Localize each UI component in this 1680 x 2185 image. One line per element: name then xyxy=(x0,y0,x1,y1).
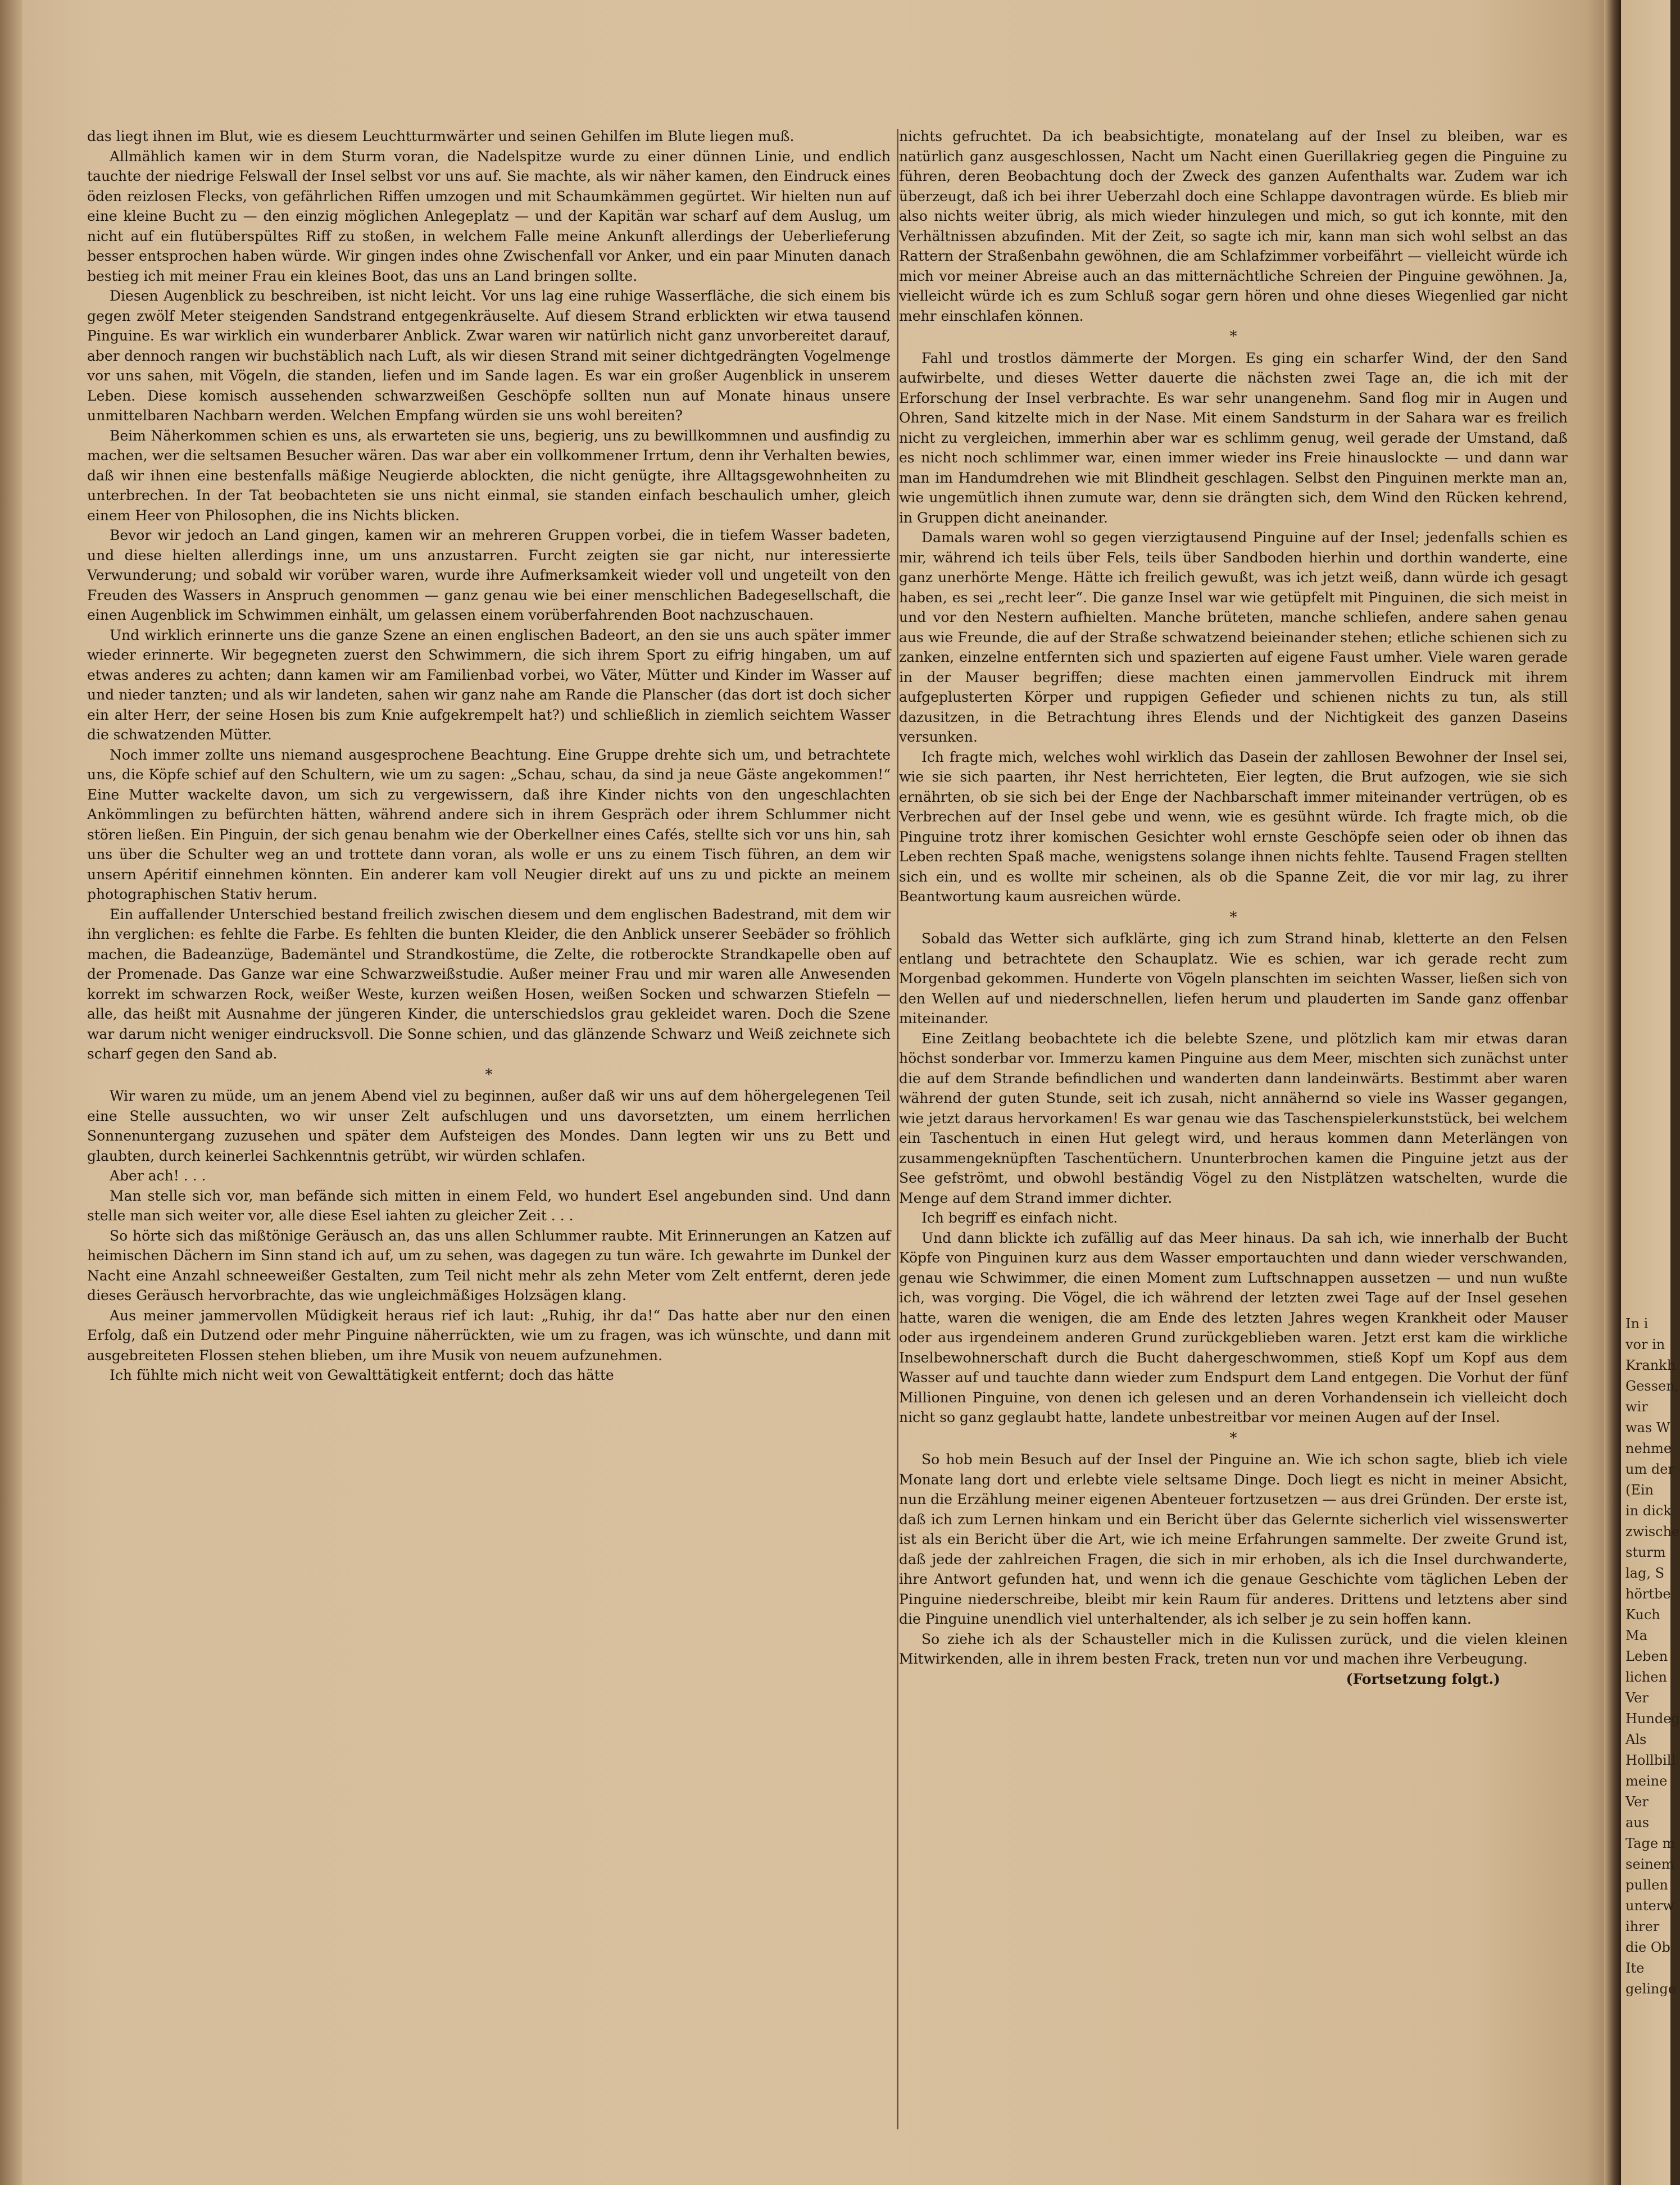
adjacent-page-fragment: Krankh xyxy=(1625,1357,1676,1373)
adjacent-page-fragment: Ver xyxy=(1625,1794,1649,1810)
paragraph: Wir waren zu müde, um an jenem Abend viel zu beginnen, außer daß wir uns auf dem höhergelegenen Teil eine Stelle aussuchten, wo wir unser Zelt aufschlugen und uns davorsetzten, um einem herrlichen Sonnenuntergang zuzusehen und später dem Aufsteigen des Mondes. Dann legten wir uns zu Bett und glaubten, durch keinerlei Sachkenntnis getrübt, wir würden schlafen. xyxy=(87,1088,891,1164)
paragraph: Bevor wir jedoch an Land gingen, kamen wir an mehreren Gruppen vorbei, die in tiefem Wasser badeten, und diese hielten allerdings inne, um uns anzustarren. Furcht zeigten sie gar nicht, nur interessierte Verwunderung; und sobald wir vorüber waren, wurde ihre Aufmerksamkeit wieder voll und ungeteilt von den Freuden des Wassers in Anspruch genommen — ganz genau wie bei einer menschlichen Badegesellschaft, die einen Augenblick im Schwimmen einhält, um gelassen einem vorüberfahrenden Boot nachzuschauen. xyxy=(87,527,891,623)
adjacent-page-fragment: (Ein xyxy=(1625,1482,1654,1498)
adjacent-page-fragment: gelinge xyxy=(1625,1981,1676,1997)
adjacent-page-fragment: die Ob xyxy=(1625,1939,1670,1955)
adjacent-page-fragment: Kuch xyxy=(1625,1607,1660,1623)
adjacent-page-fragment: pullen xyxy=(1625,1877,1668,1893)
paragraph: Ich fragte mich, welches wohl wirklich das Dasein der zahllosen Bewohner der Insel sei, wie sie sich paarten, ihr Nest herrichteten, Eier legten, die Brut aufzogen, wie sie sich ernährten, ob sie sich bei der Enge der Nachbarschaft immer miteinander vertrügen, ob es Verbrechen auf der Insel gebe und wenn, wie es gesühnt würde. Ich fragte mich, ob die Pinguine trotz ihrer komischen Gesichter wohl ernste Geschöpfe seien oder ob ihnen das Leben rechten Spaß mache, wenigstens solange ihnen nichts fehlte. Tausend Fragen stellten sich ein, und es wollte mir scheinen, als ob die Spanne Zeit, die vor mir lag, zu ihrer Beantwortung kaum ausreichen würde. xyxy=(899,748,1568,905)
adjacent-page-fragment: in dick xyxy=(1625,1503,1672,1519)
adjacent-page-fragment: lag, S xyxy=(1625,1565,1665,1581)
paragraph: Und dann blickte ich zufällig auf das Meer hinaus. Da sah ich, wie innerhalb der Bucht Köpfe von Pinguinen kurz aus dem Wasser emportauchten und dann wieder verschwanden, genau wie Schwimmer, die einen Moment zum Luftschnappen aussetzen — und nun wußte ich, was vorging. Die Vögel, die ich während der letzten zwei Tage auf der Insel gesehen hatte, waren die wenigen, die am Ende des letzten Jahres wegen Krankheit oder Mauser oder aus irgendeinem anderen Grund zurückgeblieben waren. Jetzt erst kam die wirkliche Inselbewohnerschaft durch die Bucht dahergeschwommen, stieß Kopf um Kopf aus dem Wasser auf und tauchte dann wieder zum Endspurt dem Land entgegen. Die Vorhut der fünf Millionen Pinguine, von denen ich gelesen und an deren Vorhandensein ich vielleicht doch nicht so ganz geglaubt hatte, landete unbestreitbar vor meinen Augen auf der Insel. xyxy=(899,1229,1568,1425)
right-column xyxy=(899,126,1568,1689)
adjacent-page-fragment: In i xyxy=(1625,1316,1649,1332)
paragraph: Sobald das Wetter sich aufklärte, ging ich zum Strand hinab, kletterte an den Felsen entlang und betrachtete den Schauplatz. Wie es schien, war ich gerade recht zum Morgenbad gekommen. Hunderte von Vögeln planschten im seichten Wasser, ließen sich von den Wellen auf und niederschnellen, liefen herum und plauderten im Sande ganz offenbar miteinander. xyxy=(899,930,1568,1026)
adjacent-page-fragment: ihrer xyxy=(1625,1919,1660,1934)
adjacent-page-fragment: nehme xyxy=(1625,1441,1672,1456)
paragraph: das liegt ihnen im Blut, wie es diesem Leuchtturmwärter und seinen Gehilfen im Blute liegen muß. xyxy=(87,128,794,144)
paragraph: Ich fühlte mich nicht weit von Gewalttätigkeit entfernt; doch das hätte xyxy=(110,1367,614,1383)
paragraph: Ein auffallender Unterschied bestand freilich zwischen diesem und dem englischen Badestrand, mit dem wir ihn verglichen: es fehlte die Farbe. Es fehlten die bunten Kleider, die den Anblick unserer Seebäder so fröhlich machen, die Badeanzüge, Bademäntel und Strandkostüme, die Zelte, die rotberockte Strandkapelle oben auf der Promenade. Das Ganze war eine Schwarzweißstudie. Außer meiner Frau und mir waren alle Anwesenden korrekt im schwarzen Rock, weißer Weste, kurzen weißen Hosen, weißen Socken und schwarzen Stiefeln — alle, das heißt mit Ausnahme der jüngeren Kinder, die unterschiedslos grau gekleidet waren. Doch die Szene war darum nicht weniger eindrucksvoll. Die Sonne schien, und das glänzende Schwarz und Weiß zeichnete sich scharf gegen den Sand ab. xyxy=(87,906,891,1062)
adjacent-page-fragment: unterw xyxy=(1625,1898,1674,1914)
adjacent-page-fragment: seinem xyxy=(1625,1856,1674,1872)
adjacent-page-fragment: Tage m xyxy=(1625,1836,1676,1851)
adjacent-page-fragment: vor in xyxy=(1625,1337,1665,1352)
paragraph: nichts gefruchtet. Da ich beabsichtigte, monatelang auf der Insel zu bleiben, war es natürlich ganz ausgeschlossen, Nacht um Nacht einen Guerillakrieg gegen die Pinguine zu führen, deren Beobachtung doch der Zweck des ganzen Aufenthalts war. Zudem war ich überzeugt, daß ich bei ihrer Ueberzahl doch eine Schlappe davontragen würde. Es blieb mir also nichts weiter übrig, als mich wieder hinzulegen und mich, so gut ich konnte, mit den Verhältnissen abzufinden. Mit der Zeit, so sagte ich mir, kann man sich wohl selbst an das Rattern der Straßenbahn gewöhnen, die am Schlafzimmer vorbeifährt — vielleicht würde ich mich vor meiner Abreise auch an das mitternächtliche Schreien der Pinguine gewöhnen. Ja, vielleicht würde ich es zum Schluß sogar gern hören und ohne dieses Wiegenlied gar nicht mehr einschlafen können. xyxy=(899,128,1568,324)
adjacent-page-fragment: Als xyxy=(1625,1732,1647,1747)
paragraph: So ziehe ich als der Schausteller mich in die Kulissen zurück, und die vielen kleinen Mitwirkenden, alle in ihrem besten Frack, treten nun vor und machen ihre Verbeugung. xyxy=(899,1630,1568,1667)
paragraph: Noch immer zollte uns niemand ausgesprochene Beachtung. Eine Gruppe drehte sich um, und betrachtete uns, die Köpfe schief auf den Schultern, wie um zu sagen: „Schau, schau, da sind ja neue Gäste angekommen!“ Eine Mutter wackelte davon, um sich zu vergewissern, daß ihre Kinder nichts von den ungeschlachten Ankömmlingen zu befürchten hätten, während andere sich in ihrem Gespräch oder ihrem Schlummer nicht stören ließen. Ein Pinguin, der sich genau benahm wie der Oberkellner eines Cafés, stellte sich vor uns hin, sah uns über die Schulter weg an und trottete dann voran, als wolle er uns zu einem Tisch führen, an dem wir unsern Apéritif einnehmen könnten. Ein anderer kam voll Neugier direkt auf uns zu und pickte an meinem photographischen Stativ herum. xyxy=(87,746,891,902)
paragraph: So hörte sich das mißtönige Geräusch an, das uns allen Schlummer raubte. Mit Erinnerungen an Katzen auf heimischen Dächern im Sinn stand ich auf, um zu sehen, was dagegen zu tun wäre. Ich gewahrte im Dunkel der Nacht eine Anzahl schneeweißer Gestalten, zum Teil nicht mehr als zehn Meter vom Zelt entfernt, deren jede dieses Geräusch hervorbrachte, das wie ungleichmäßiges Holzsägen klang. xyxy=(87,1227,891,1303)
adjacent-page-fragment: Gessen, xyxy=(1625,1378,1679,1394)
adjacent-page-fragment: lichen xyxy=(1625,1669,1667,1685)
adjacent-page-fragment: Hundeg xyxy=(1625,1711,1680,1727)
adjacent-page-fragments xyxy=(1621,1314,1680,2000)
paragraph: Beim Näherkommen schien es uns, als erwarteten sie uns, begierig, uns zu bewillkommnen und ausfindig zu machen, wer die seltsamen Besucher wären. Das war aber ein vollkommener Irrtum, denn ihr Verhalten bewies, daß wir ihnen eine bestenfalls mäßige Neugierde ablockten, die nicht genügte, ihre Alltagsgewohnheiten zu unterbrechen. In der Tat beobachteten sie uns nicht einmal, sie standen einfach beschaulich umher, gleich einem Heer von Philosophen, die ins Nichts blicken. xyxy=(87,427,891,524)
adjacent-page-fragment: um der xyxy=(1625,1461,1674,1477)
paragraph: Aus meiner jammervollen Müdigkeit heraus rief ich laut: „Ruhig, ihr da!“ Das hatte aber nur den einen Erfolg, daß ein Dutzend oder mehr Pinguine näherrückten, wie um zu fragen, was ich wünschte, und dann mit ausgebreiteten Flossen stehen blieben, um ihre Musik von neuem aufzunehmen. xyxy=(87,1307,891,1364)
section-separator-star: * xyxy=(1229,328,1237,345)
paragraph: So hob mein Besuch auf der Insel der Pinguine an. Wie ich schon sagte, blieb ich viele Monate lang dort und erlebte viele seltsame Dinge. Doch liegt es nicht in meiner Absicht, nun die Erzählung meiner eigenen Abenteuer fortzusetzen — aus drei Gründen. Der erste ist, daß ich zum Lernen hinkam und ein Bericht über das Gelernte sicherlich viel wissenswerter ist als ein Bericht über die Art, wie ich meine Erfahrungen sammelte. Der zweite Grund ist, daß jede der zahlreichen Fragen, die sich in mir erhoben, als ich die Insel durchwanderte, ihre Antwort gefunden hat, und wenn ich die genaue Geschichte vom täglichen Leben der Pinguine niederschreibe, bleibt mir kein Raum für anderes. Drittens und letztens aber sind die Pinguine unendlich viel unterhaltender, als ich selber je zu sein hoffen kann. xyxy=(899,1451,1568,1627)
adjacent-page-fragment: Hollbill xyxy=(1625,1752,1676,1768)
adjacent-page-fragment: Leben xyxy=(1625,1648,1668,1664)
section-separator-star: * xyxy=(485,1066,493,1083)
paragraph: Eine Zeitlang beobachtete ich die belebte Szene, und plötzlich kam mir etwas daran höchst sonderbar vor. Immerzu kamen Pinguine aus dem Meer, mischten sich zunächst unter die auf dem Strande befindlichen und wanderten dann landeinwärts. Bestimmt aber waren während der guten Stunde, seit ich zusah, nicht annähernd so viele ins Wasser gegangen, wie jetzt daraus hervorkamen! Es war genau wie das Taschenspielerkunststück, bei welchem ein Taschentuch in einen Hut gelegt wird, und heraus kommen dann Meterlängen von zusammengeknüpften Taschentüchern. Ununterbrochen kamen die Pinguine jetzt aus der See gefströmt, und obwohl beständig Vögel zu den Nistplätzen watschelten, wurde die Menge auf dem Strand immer dichter. xyxy=(899,1030,1568,1206)
paragraph: Man stelle sich vor, man befände sich mitten in einem Feld, wo hundert Esel angebunden sind. Und dann stelle man sich weiter vor, alle diese Esel iahten zu gleicher Zeit . . . xyxy=(87,1187,891,1224)
adjacent-page-fragment: wir xyxy=(1625,1399,1648,1415)
section-separator-star: * xyxy=(1229,908,1237,926)
paragraph: Ich begriff es einfach nicht. xyxy=(921,1210,1118,1226)
paragraph: Und wirklich erinnerte uns die ganze Szene an einen englischen Badeort, an den sie uns auch später immer wieder erinnerte. Wir begegneten zuerst den Schwimmern, die sich ihrem Sport zu eifrig hingaben, um auf etwas anderes zu achten; dann kamen wir am Familienbad vorbei, wo Väter, Mütter und Kinder im Wasser auf und nieder tanzten; und als wir landeten, sahen wir ganz nahe am Rande die Planscher (das dort ist doch sicher ein alter Herr, der seine Hosen bis zum Knie aufgekrempelt hat?) und schließlich in ziemlich seichtem Wasser die schwatzenden Mütter. xyxy=(87,626,891,743)
adjacent-page-fragment: was W xyxy=(1625,1420,1670,1436)
paragraph: Allmählich kamen wir in dem Sturm voran, die Nadelspitze wurde zu einer dünnen Linie, und endlich tauchte der niedrige Felswall der Insel selbst vor uns auf. Sie machte, als wir näher kamen, den Eindruck eines öden reizlosen Flecks, von gefährlichen Riffen umzogen und mit Schaumkämmen gegürtet. Wir hielten nun auf eine kleine Bucht zu — den einzig möglichen Anlegeplatz — und der Kapitän war scharf auf dem Auslug, um nicht auf ein flutüberspültes Riff zu stoßen, in welchem Falle meine Ankunft allerdings der Ueberlieferung besser entsprochen haben würde. Wir gingen indes ohne Zwischenfall vor Anker, und ein paar Minuten danach bestieg ich mit meiner Frau ein kleines Boot, das uns an Land bringen sollte. xyxy=(87,148,891,284)
continuation-note: (Fortsetzung folgt.) xyxy=(1346,1670,1500,1687)
book-gutter xyxy=(1604,0,1621,2185)
paragraph: Fahl und trostlos dämmerte der Morgen. Es ging ein scharfer Wind, der den Sand aufwirbelte, und dieses Wetter dauerte die nächsten zwei Tage an, die ich mit der Erforschung der Insel verbrachte. Es war sehr unangenehm. Sand flog mir in Augen und Ohren, Sand kitzelte mich in der Nase. Mit einem Sandsturm in der Sahara war es freilich nicht zu vergleichen, immerhin aber war es schlimm genug, weil gerade der Umstand, daß es nicht noch schlimmer war, einen immer wieder ins Freie hinauslockte — und dann war man im Handumdrehen wie mit Blindheit geschlagen. Selbst den Pinguinen merkte man an, wie ungemütlich ihnen zumute war, denn sie drängten sich, dem Wind den Rücken kehrend, in Gruppen dicht aneinander. xyxy=(899,349,1568,526)
left-column xyxy=(87,126,891,1386)
column-divider xyxy=(897,129,898,2129)
adjacent-page-fragment: Ma xyxy=(1625,1628,1647,1643)
adjacent-page-fragment: hörtbe xyxy=(1625,1586,1671,1602)
adjacent-page-fragment: Ite xyxy=(1625,1960,1645,1976)
adjacent-page-fragment: aus xyxy=(1625,1815,1650,1830)
adjacent-page-fragment: sturm xyxy=(1625,1545,1666,1560)
paragraph: Damals waren wohl so gegen vierzigtausend Pinguine auf der Insel; jedenfalls schien es mir, während ich teils über Fels, teils über Sandboden hierhin und dorthin wanderte, eine ganz unerhörte Menge. Hätte ich freilich gewußt, was ich jetzt weiß, dann würde ich gesagt haben, es sei „recht leer“. Die ganze Insel war wie getüpfelt mit Pinguinen, die sich meist in und vor den Nestern aufhielten. Manche brüteten, manche schliefen, andere sahen genau aus wie Freunde, die auf der Straße schwatzend beieinander stehen; etliche schienen sich zu zanken, einzelne entfernten sich und spazierten auf eigene Faust umher. Viele waren gerade in der Mauser begriffen; diese machten einen jammervollen Eindruck mit ihrem aufgeplusterten Körper und ruppigen Gefieder und schienen nichts zu tun, als still dazusitzen, in die Betrachtung ihres Elends und der Nichtigkeit des ganzen Daseins versunken. xyxy=(899,529,1568,745)
adjacent-page-fragment: zwische xyxy=(1625,1524,1680,1539)
adjacent-page-fragment: meine xyxy=(1625,1773,1668,1789)
left-page-edge xyxy=(0,0,22,2185)
section-separator-star: * xyxy=(1229,1429,1237,1447)
paragraph: Diesen Augenblick zu beschreiben, ist nicht leicht. Vor uns lag eine ruhige Wasserfläche, die sich einem bis gegen zwölf Meter steigenden Sandstrand entgegenkräuselte. Auf diesem Strand erblickten wir etwa tausend Pinguine. Es war wirklich ein wunderbarer Anblick. Zwar waren wir natürlich nicht ganz unvorbereitet darauf, aber dennoch rangen wir buchstäblich nach Luft, als wir diesen Strand mit seiner dichtgedrängten Vogelmenge vor uns sahen, mit Vögeln, die standen, liefen und im Sande lagen. Es war ein großer Augenblick in unserem Leben. Diese komisch aussehenden schwarzweißen Geschöpfe sollten nun auf Monate hinaus unsere unmittelbaren Nachbarn werden. Welchen Empfang würden sie uns wohl bereiten? xyxy=(87,288,891,424)
paragraph: Aber ach! . . . xyxy=(110,1168,206,1184)
adjacent-page-edge xyxy=(1621,0,1680,2185)
adjacent-page-fragment: Ver xyxy=(1625,1690,1649,1706)
